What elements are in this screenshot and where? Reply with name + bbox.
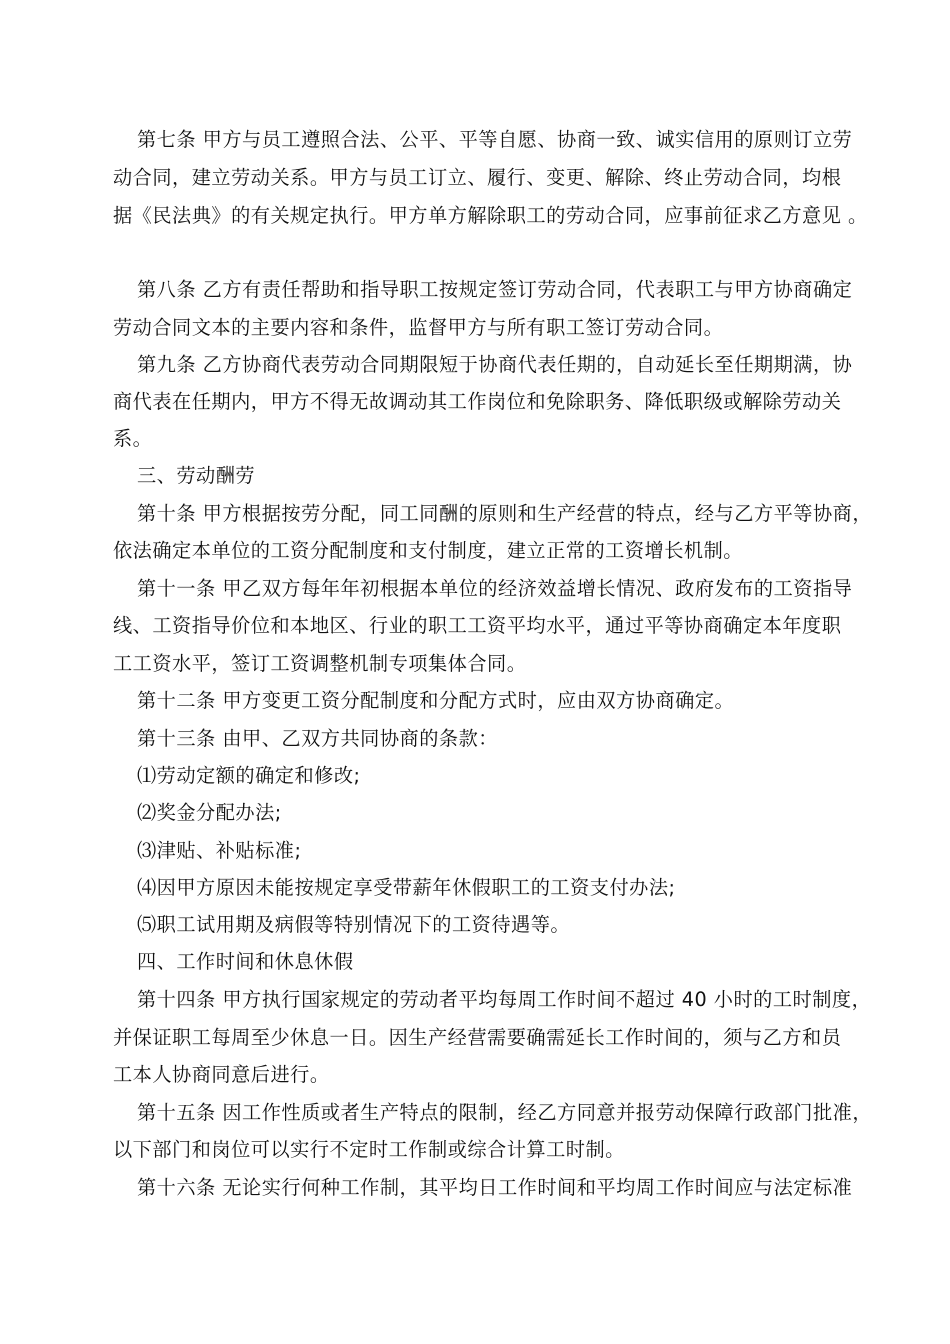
- section-heading-3: 三、劳动酬劳: [137, 464, 256, 487]
- section-heading-4: 四、工作时间和休息休假: [137, 950, 354, 973]
- article-14-line-1: 第十四条 甲方执行国家规定的劳动者平均每周工作时间不超过 40 小时的工时制度，: [137, 988, 872, 1011]
- article-12-line-1: 第十二条 甲方变更工资分配制度和分配方式时，应由双方协商确定。: [137, 689, 735, 712]
- list-item-3: ⑶津贴、补贴标准;: [137, 839, 302, 862]
- article-7-line-3: 据《民法典》的有关规定执行。甲方单方解除职工的劳动合同，应事前征求乙方意见 。: [113, 204, 868, 227]
- article-11-line-1: 第十一条 甲乙双方每年年初根据本单位的经济效益增长情况、政府发布的工资指导: [137, 577, 853, 600]
- article-8-line-1: 第八条 乙方有责任帮助和指导职工按规定签订劳动合同，代表职工与甲方协商确定: [137, 278, 853, 301]
- article-15-line-1: 第十五条 因工作性质或者生产特点的限制，经乙方同意并报劳动保障行政部门批准，: [137, 1101, 873, 1124]
- article-7-line-2: 动合同，建立劳动关系。甲方与员工订立、履行、变更、解除、终止劳动合同，均根: [113, 166, 842, 189]
- list-item-1: ⑴劳动定额的确定和修改;: [137, 764, 361, 787]
- article-13-line-1: 第十三条 由甲、乙双方共同协商的条款：: [137, 727, 498, 750]
- article-9-line-2: 商代表在任期内，甲方不得无故调动其工作岗位和免除职务、降低职级或解除劳动关: [113, 390, 842, 413]
- list-item-2: ⑵奖金分配办法;: [137, 801, 282, 824]
- article-9-line-1: 第九条 乙方协商代表劳动合同期限短于协商代表任期的，自动延长至任期期满，协: [137, 353, 853, 376]
- article-7-line-1: 第七条 甲方与员工遵照合法、公平、平等自愿、协商一致、诚实信用的原则订立劳: [137, 128, 853, 151]
- article-15-line-2: 以下部门和岗位可以实行不定时工作制或综合计算工时制。: [113, 1138, 625, 1161]
- article-11-line-2: 线、工资指导价位和本地区、行业的职工工资平均水平，通过平等协商确定本年度职: [113, 614, 842, 637]
- article-9-line-3: 系。: [113, 427, 153, 450]
- list-item-5: ⑸职工试用期及病假等特别情况下的工资待遇等。: [137, 913, 571, 936]
- article-10-line-2: 依法确定本单位的工资分配制度和支付制度，建立正常的工资增长机制。: [113, 539, 743, 562]
- article-16-line-1: 第十六条 无论实行何种工作制，其平均日工作时间和平均周工作时间应与法定标准: [137, 1176, 853, 1199]
- article-14-line-3: 工本人协商同意后进行。: [113, 1063, 330, 1086]
- list-item-4: ⑷因甲方原因未能按规定享受带薪年休假职工的工资支付办法;: [137, 876, 676, 899]
- article-8-line-2: 劳动合同文本的主要内容和条件，监督甲方与所有职工签订劳动合同。: [113, 316, 724, 339]
- article-10-line-1: 第十条 甲方根据按劳分配，同工同酬的原则和生产经营的特点，经与乙方平等协商，: [137, 502, 873, 525]
- article-14-line-2: 并保证职工每周至少休息一日。因生产经营需要确需延长工作时间的，须与乙方和员: [113, 1026, 842, 1049]
- article-11-line-3: 工工资水平，签订工资调整机制专项集体合同。: [113, 652, 527, 675]
